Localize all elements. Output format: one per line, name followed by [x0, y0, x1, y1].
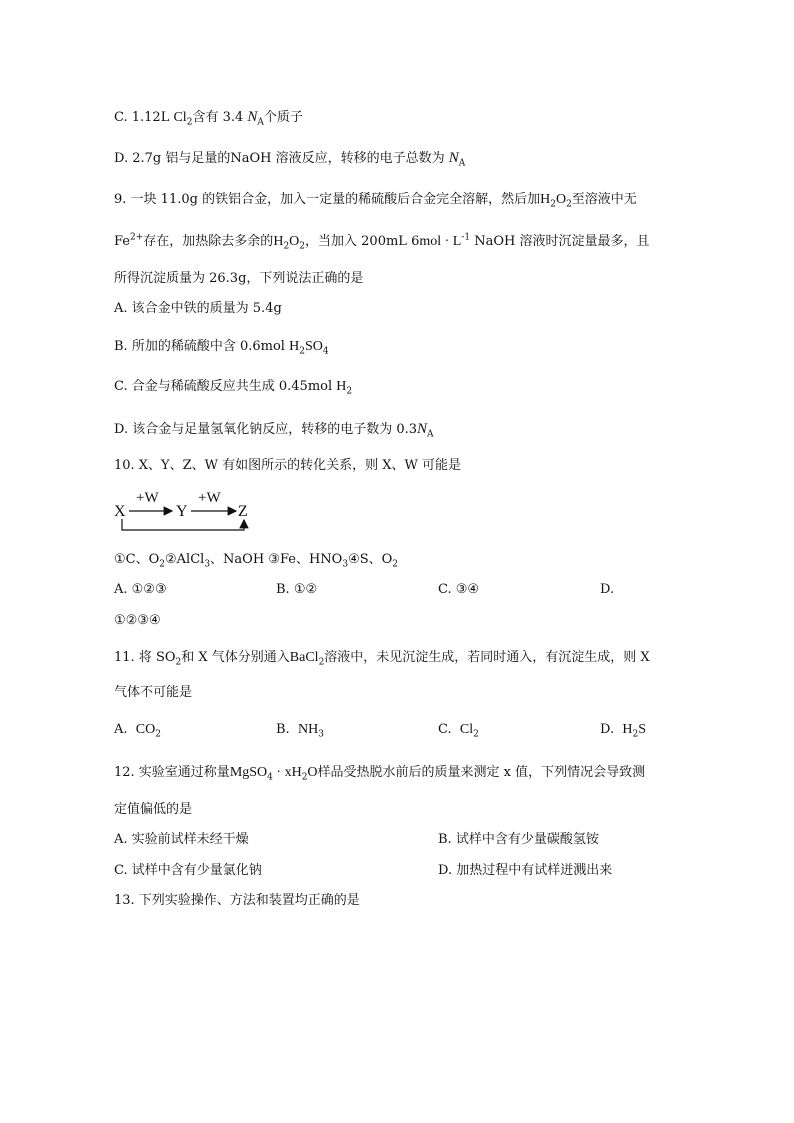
q10-option-d: D. [600, 582, 615, 597]
q11-stem-line1: 11. 将 $SO_2$和 X 气体分别通入BaCl$_2$溶液中，未见沉淀生成，若同时通入，有沉淀生成，则 X [114, 650, 650, 668]
q9-option-b: B. 所加的稀硫酸中含 0.6mol $H_2SO_4$ [114, 339, 329, 357]
q11-option-a: A. $CO_2$ [114, 722, 161, 740]
q9-option-c: C. 合金与稀硫酸反应共生成 0.45mol $H_2$ [114, 379, 353, 397]
q12-option-b: B. 试样中含有少量碳酸氢铵 [438, 832, 599, 847]
q12-option-c: C. 试样中含有少量氯化钠 [114, 863, 262, 878]
q11-option-b: B. $NH_3$ [276, 722, 324, 740]
q10-option-a: A. ①②③ [114, 582, 167, 597]
q13-stem: 13. 下列实验操作、方法和装置均正确的是 [114, 893, 360, 908]
q8-option-c: C. 1.12L $Cl_2$含有 3.4 $N_A$个质子 [114, 109, 303, 128]
node-y: Y [176, 503, 188, 520]
q9-stem-line1: 9. 一块 11.0g 的铁铝合金，加入一定量的稀硫酸后合金完全溶解，然后加$H_2O_2$至溶液中无 [114, 192, 637, 210]
q11-stem-line2: 气体不可能是 [114, 685, 193, 700]
q10-stem: 10. X、Y、Z、W 有如图所示的转化关系，则 X、W 可能是 [114, 458, 462, 473]
q8-option-d: D. 2.7g 铝与足量的NaOH 溶液反应，转移的电子总数为 $N_A$ [114, 150, 466, 169]
q9-option-a: A. 该合金中铁的质量为 5.4g [114, 301, 282, 316]
q11-option-c: C. $Cl_2$ [438, 722, 479, 740]
q9-stem-line3: 所得沉淀质量为 26.3g，下列说法正确的是 [114, 271, 364, 286]
q12-option-d: D. 加热过程中有试样迸溅出来 [438, 863, 613, 878]
label-w1: +W [136, 490, 159, 506]
q10-items: ①C、$O_2②AlCl_3$、NaOH ③Fe、$HNO_3④S$、$O_2$ [114, 552, 399, 570]
q12-option-a: A. 实验前试样未经干燥 [114, 832, 249, 847]
q12-stem-line1: 12. 实验室通过称量MgSO$_4$ · $xH_2O$样品受热脱水前后的质量来测定 x 值，下列情况会导致测 [114, 765, 646, 783]
node-z: Z [238, 503, 248, 520]
q10-option-c: C. ③④ [438, 582, 480, 597]
q10-conversion-diagram [114, 490, 274, 536]
q10-option-d-content: ①②③④ [114, 613, 161, 628]
label-w2: +W [198, 490, 221, 506]
q9-stem-line2: $Fe^{2+}$存在，加热除去多余的$H_2O_2$，当加入 200mL $6mol \cdot L^{-1}$ NaOH 溶液时沉淀量最多，且 [114, 232, 650, 252]
q10-option-b: B. ①② [276, 582, 318, 597]
q12-stem-line2: 定值偏低的是 [114, 802, 193, 817]
q11-option-d: D. $H_2S$ [600, 722, 647, 740]
q9-option-d: D. 该合金与足量氢氧化钠反应，转移的电子数为 $0.3N_A$ [114, 421, 434, 440]
node-x: X [114, 503, 126, 520]
